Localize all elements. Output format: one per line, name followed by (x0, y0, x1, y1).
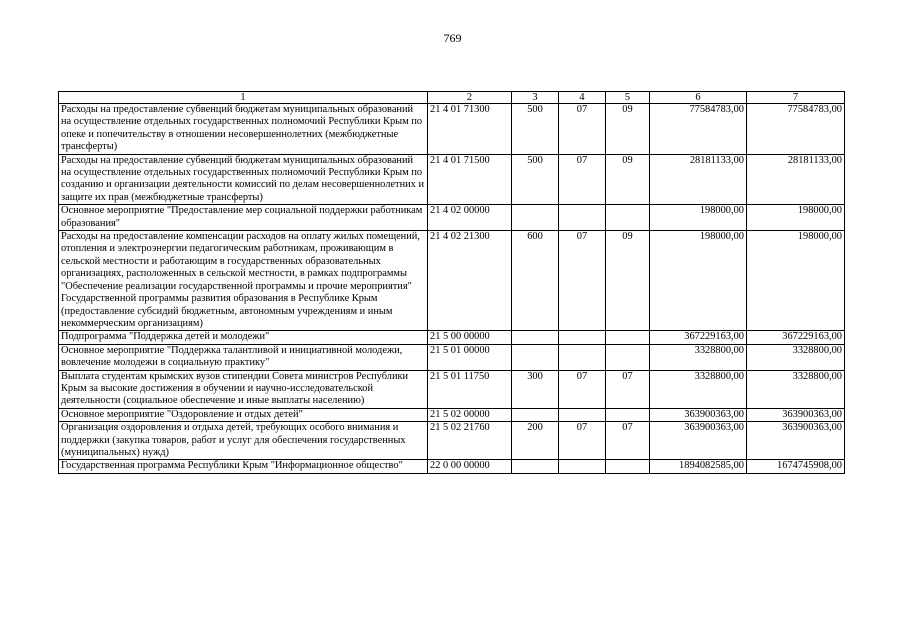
row-name: Организация оздоровления и отдыха детей, требующих особого внимания и поддержки (закупка товаров, работ и услуг для обеспечения государственных (муниципальных) нужд) (59, 422, 428, 460)
table-row (59, 154, 845, 205)
table-row (59, 104, 845, 155)
row-amount-7: 77584783,00 (747, 104, 845, 155)
row-col-5 (606, 205, 650, 231)
row-code: 21 4 02 00000 (428, 205, 512, 231)
row-col-4: 07 (559, 231, 606, 331)
row-name: Расходы на предоставление компенсации расходов на оплату жилых помещений, отопления и электроэнергии педагогическим работникам, проживающим в сельской местности и работающим в государственных образовательных организациях, расположенных в сельской местности, в рамках подпрограммы "Обеспечение реализации государственной программы и прочие мероприятия" Государственной программы развития образования в Республике Крым (предоставление субсидий бюджетным, автономным учреждениям и иным некоммерческим организациям) (59, 231, 428, 331)
header-col-1: 1 (59, 92, 428, 104)
header-row (59, 92, 845, 104)
row-name: Основное мероприятие "Предоставление мер социальной поддержки работникам образования" (59, 205, 428, 231)
row-col-5: 09 (606, 154, 650, 205)
row-amount-7: 1674745908,00 (747, 460, 845, 473)
row-amount-7: 363900363,00 (747, 422, 845, 460)
page-number: 769 (443, 31, 462, 45)
row-col-5 (606, 408, 650, 421)
row-amount-6: 363900363,00 (650, 408, 747, 421)
table-row (59, 331, 845, 344)
row-col-5: 09 (606, 104, 650, 155)
row-col-4: 07 (559, 370, 606, 408)
row-col-3 (512, 408, 559, 421)
row-name: Основное мероприятие "Оздоровление и отдых детей" (59, 408, 428, 421)
row-amount-7: 363900363,00 (747, 408, 845, 421)
header-col-5: 5 (606, 92, 650, 104)
row-col-3 (512, 344, 559, 370)
table-row (59, 460, 845, 473)
table-row (59, 231, 845, 331)
row-name: Расходы на предоставление субвенций бюджетам муниципальных образований на осуществление отдельных государственных полномочий Республики Крым по созданию и организации деятельности комиссий по делам несовершеннолетних и защите их прав (межбюджетные трансферты) (59, 154, 428, 205)
row-code: 21 4 02 21300 (428, 231, 512, 331)
row-col-3: 300 (512, 370, 559, 408)
row-col-5: 09 (606, 231, 650, 331)
row-col-3 (512, 460, 559, 473)
row-amount-6: 198000,00 (650, 231, 747, 331)
row-code: 21 5 02 00000 (428, 408, 512, 421)
row-col-5: 07 (606, 422, 650, 460)
table-row (59, 344, 845, 370)
row-col-5 (606, 331, 650, 344)
row-amount-6: 367229163,00 (650, 331, 747, 344)
row-amount-7: 3328800,00 (747, 370, 845, 408)
row-code: 21 4 01 71300 (428, 104, 512, 155)
row-code: 22 0 00 00000 (428, 460, 512, 473)
row-name: Расходы на предоставление субвенций бюджетам муниципальных образований на осуществление отдельных государственных полномочий Республики Крым по опеке и попечительству в отношении несовершеннолетних (межбюджетные трансферты) (59, 104, 428, 155)
row-col-4 (559, 331, 606, 344)
row-col-4 (559, 344, 606, 370)
table-row (59, 422, 845, 460)
row-code: 21 5 00 00000 (428, 331, 512, 344)
row-amount-7: 367229163,00 (747, 331, 845, 344)
row-name: Подпрограмма "Поддержка детей и молодежи" (59, 331, 428, 344)
row-amount-7: 28181133,00 (747, 154, 845, 205)
row-col-3: 500 (512, 154, 559, 205)
row-amount-6: 77584783,00 (650, 104, 747, 155)
row-name: Государственная программа Республики Крым "Информационное общество" (59, 460, 428, 473)
row-col-3: 200 (512, 422, 559, 460)
row-amount-6: 3328800,00 (650, 344, 747, 370)
row-amount-6: 198000,00 (650, 205, 747, 231)
row-amount-6: 363900363,00 (650, 422, 747, 460)
row-col-3: 500 (512, 104, 559, 155)
row-code: 21 5 01 11750 (428, 370, 512, 408)
row-amount-6: 3328800,00 (650, 370, 747, 408)
row-name: Основное мероприятие "Поддержка талантливой и инициативной молодежи, вовлечение молодежи в социальную практику" (59, 344, 428, 370)
budget-table (58, 91, 845, 474)
row-amount-7: 198000,00 (747, 205, 845, 231)
table-row (59, 370, 845, 408)
header-col-3: 3 (512, 92, 559, 104)
row-col-4 (559, 460, 606, 473)
row-name: Выплата студентам крымских вузов стипендии Совета министров Республики Крым за высокие достижения в обучении и научно-исследовательской деятельности (социальное обеспечение и иные выплаты населению) (59, 370, 428, 408)
table-row (59, 408, 845, 421)
row-col-3: 600 (512, 231, 559, 331)
header-col-4: 4 (559, 92, 606, 104)
row-col-3 (512, 331, 559, 344)
row-col-4: 07 (559, 104, 606, 155)
row-col-5 (606, 460, 650, 473)
row-col-5 (606, 344, 650, 370)
row-amount-7: 3328800,00 (747, 344, 845, 370)
row-col-4: 07 (559, 422, 606, 460)
row-col-3 (512, 205, 559, 231)
header-col-2: 2 (428, 92, 512, 104)
row-amount-6: 28181133,00 (650, 154, 747, 205)
table-row (59, 205, 845, 231)
row-col-4 (559, 408, 606, 421)
row-amount-6: 1894082585,00 (650, 460, 747, 473)
row-code: 21 4 01 71500 (428, 154, 512, 205)
row-col-5: 07 (606, 370, 650, 408)
row-code: 21 5 01 00000 (428, 344, 512, 370)
row-amount-7: 198000,00 (747, 231, 845, 331)
row-col-4: 07 (559, 154, 606, 205)
header-col-7: 7 (747, 92, 845, 104)
row-code: 21 5 02 21760 (428, 422, 512, 460)
header-col-6: 6 (650, 92, 747, 104)
row-col-4 (559, 205, 606, 231)
